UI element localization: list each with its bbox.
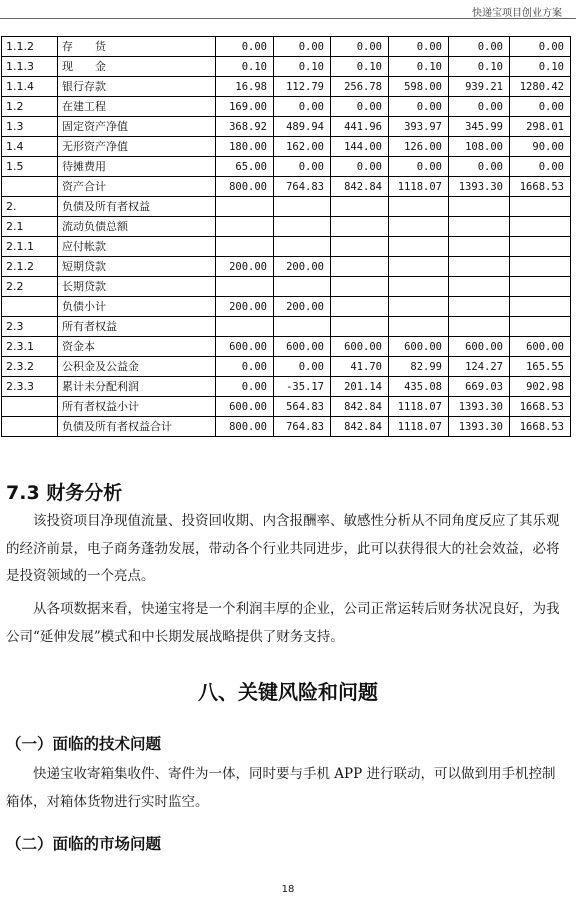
value-cell: 108.00 bbox=[449, 137, 510, 157]
value-cell bbox=[389, 237, 449, 257]
table-row bbox=[2, 177, 571, 197]
value-cell bbox=[216, 217, 274, 237]
subheading-market-issues: （二）面临的市场问题 bbox=[6, 835, 162, 853]
value-cell: 842.84 bbox=[331, 177, 389, 197]
value-cell: 90.00 bbox=[510, 137, 571, 157]
value-cell: 0.00 bbox=[389, 37, 449, 57]
row-label: 流动负债总额 bbox=[58, 217, 216, 237]
value-cell: 902.98 bbox=[510, 377, 571, 397]
value-cell: 16.98 bbox=[216, 77, 274, 97]
value-cell bbox=[449, 297, 510, 317]
value-cell: 124.27 bbox=[449, 357, 510, 377]
table-row bbox=[2, 377, 571, 397]
value-cell: 939.21 bbox=[449, 77, 510, 97]
value-cell: 1668.53 bbox=[510, 417, 571, 437]
row-code: 2.2 bbox=[2, 277, 58, 297]
value-cell: 1118.07 bbox=[389, 417, 449, 437]
value-cell: 600.00 bbox=[274, 337, 331, 357]
value-cell: 1668.53 bbox=[510, 177, 571, 197]
value-cell: 669.03 bbox=[449, 377, 510, 397]
value-cell bbox=[331, 257, 389, 277]
value-cell: -35.17 bbox=[274, 377, 331, 397]
value-cell: 0.00 bbox=[510, 37, 571, 57]
row-code: 2.1 bbox=[2, 217, 58, 237]
value-cell bbox=[510, 317, 571, 337]
table-row bbox=[2, 397, 571, 417]
value-cell bbox=[274, 237, 331, 257]
value-cell: 200.00 bbox=[274, 257, 331, 277]
row-label: 在建工程 bbox=[58, 97, 216, 117]
value-cell: 0.00 bbox=[449, 97, 510, 117]
value-cell: 0.00 bbox=[510, 157, 571, 177]
row-label: 资产合计 bbox=[58, 177, 216, 197]
row-code: 2.3.3 bbox=[2, 377, 58, 397]
value-cell bbox=[449, 217, 510, 237]
value-cell: 0.10 bbox=[216, 57, 274, 77]
subheading-technical-issues: （一）面临的技术问题 bbox=[6, 735, 162, 753]
value-cell: 112.79 bbox=[274, 77, 331, 97]
row-label: 存 货 bbox=[58, 37, 216, 57]
value-cell: 298.01 bbox=[510, 117, 571, 137]
table-row bbox=[2, 117, 571, 137]
value-cell: 162.00 bbox=[274, 137, 331, 157]
row-code: 1.3 bbox=[2, 117, 58, 137]
row-code bbox=[2, 177, 58, 197]
value-cell: 200.00 bbox=[216, 257, 274, 277]
value-cell: 800.00 bbox=[216, 177, 274, 197]
value-cell bbox=[389, 257, 449, 277]
value-cell bbox=[216, 317, 274, 337]
row-code: 2.1.1 bbox=[2, 237, 58, 257]
value-cell: 41.70 bbox=[331, 357, 389, 377]
page-number: 18 bbox=[281, 884, 295, 895]
value-cell bbox=[331, 237, 389, 257]
row-label: 所有者权益小计 bbox=[58, 397, 216, 417]
value-cell: 1668.53 bbox=[510, 397, 571, 417]
value-cell: 201.14 bbox=[331, 377, 389, 397]
value-cell bbox=[331, 277, 389, 297]
value-cell: 600.00 bbox=[331, 337, 389, 357]
value-cell: 600.00 bbox=[216, 337, 274, 357]
value-cell: 600.00 bbox=[510, 337, 571, 357]
value-cell: 0.10 bbox=[274, 57, 331, 77]
value-cell: 0.00 bbox=[274, 157, 331, 177]
row-label: 负债小计 bbox=[58, 297, 216, 317]
table-row bbox=[2, 57, 571, 77]
value-cell bbox=[449, 197, 510, 217]
value-cell: 600.00 bbox=[216, 397, 274, 417]
row-code: 1.4 bbox=[2, 137, 58, 157]
row-code bbox=[2, 397, 58, 417]
value-cell bbox=[331, 297, 389, 317]
value-cell: 0.10 bbox=[449, 57, 510, 77]
value-cell: 842.84 bbox=[331, 397, 389, 417]
value-cell: 200.00 bbox=[274, 297, 331, 317]
balance-sheet-table bbox=[1, 36, 571, 437]
table-row bbox=[2, 97, 571, 117]
value-cell: 0.00 bbox=[274, 357, 331, 377]
value-cell: 169.00 bbox=[216, 97, 274, 117]
value-cell: 764.83 bbox=[274, 417, 331, 437]
value-cell bbox=[389, 197, 449, 217]
value-cell: 368.92 bbox=[216, 117, 274, 137]
value-cell bbox=[389, 317, 449, 337]
value-cell: 0.10 bbox=[331, 57, 389, 77]
value-cell: 0.00 bbox=[331, 37, 389, 57]
value-cell: 842.84 bbox=[331, 417, 389, 437]
row-code bbox=[2, 297, 58, 317]
row-code: 2.3.1 bbox=[2, 337, 58, 357]
value-cell: 0.00 bbox=[449, 37, 510, 57]
row-code: 2.3.2 bbox=[2, 357, 58, 377]
value-cell: 435.08 bbox=[389, 377, 449, 397]
value-cell: 0.00 bbox=[331, 157, 389, 177]
row-code: 2.1.2 bbox=[2, 257, 58, 277]
table-row bbox=[2, 77, 571, 97]
paragraph-technical-issues: 快递宝收寄箱集收件、寄件为一体，同时要与手机 APP 进行联动，可以做到用手机控制箱体，对箱体货物进行实时监空。 bbox=[6, 766, 556, 810]
value-cell bbox=[216, 237, 274, 257]
value-cell: 0.00 bbox=[449, 157, 510, 177]
value-cell bbox=[449, 257, 510, 277]
value-cell: 0.00 bbox=[216, 357, 274, 377]
value-cell bbox=[331, 217, 389, 237]
value-cell: 1280.42 bbox=[510, 77, 571, 97]
value-cell: 0.10 bbox=[510, 57, 571, 77]
value-cell: 564.83 bbox=[274, 397, 331, 417]
value-cell: 1393.30 bbox=[449, 417, 510, 437]
value-cell: 0.00 bbox=[274, 97, 331, 117]
value-cell bbox=[274, 277, 331, 297]
row-code bbox=[2, 417, 58, 437]
value-cell: 800.00 bbox=[216, 417, 274, 437]
value-cell: 600.00 bbox=[389, 337, 449, 357]
row-code: 2. bbox=[2, 197, 58, 217]
value-cell: 764.83 bbox=[274, 177, 331, 197]
value-cell: 0.00 bbox=[216, 37, 274, 57]
row-label: 短期贷款 bbox=[58, 257, 216, 277]
value-cell: 65.00 bbox=[216, 157, 274, 177]
table-row bbox=[2, 157, 571, 177]
value-cell bbox=[389, 217, 449, 237]
row-code: 1.5 bbox=[2, 157, 58, 177]
value-cell bbox=[274, 217, 331, 237]
chapter-heading-8: 八、关键风险和问题 bbox=[198, 680, 378, 704]
table-row bbox=[2, 357, 571, 377]
value-cell bbox=[216, 277, 274, 297]
table-row bbox=[2, 37, 571, 57]
header-rule bbox=[0, 18, 576, 19]
value-cell: 600.00 bbox=[449, 337, 510, 357]
value-cell bbox=[510, 237, 571, 257]
row-label: 银行存款 bbox=[58, 77, 216, 97]
row-code: 1.1.4 bbox=[2, 77, 58, 97]
value-cell bbox=[510, 297, 571, 317]
row-label: 累计未分配利润 bbox=[58, 377, 216, 397]
row-code: 1.1.2 bbox=[2, 37, 58, 57]
value-cell bbox=[449, 237, 510, 257]
value-cell: 0.00 bbox=[274, 37, 331, 57]
table-row bbox=[2, 337, 571, 357]
paragraph-financial-analysis-1: 该投资项目净现值流量、投资回收期、内含报酬率、敏感性分析从不同角度反应了其乐观的经济前景，电子商务蓬勃发展，带动各个行业共同进步，此可以获得很大的社会效益，必将是投资领域的一个亮点。 bbox=[6, 513, 560, 584]
row-code: 1.1.3 bbox=[2, 57, 58, 77]
value-cell bbox=[449, 277, 510, 297]
value-cell bbox=[274, 197, 331, 217]
row-code: 1.2 bbox=[2, 97, 58, 117]
section-heading-7-3: 7.3 财务分析 bbox=[6, 482, 123, 504]
row-label: 资金本 bbox=[58, 337, 216, 357]
value-cell: 256.78 bbox=[331, 77, 389, 97]
table-row bbox=[2, 217, 571, 237]
value-cell bbox=[216, 197, 274, 217]
running-header: 快递宝项目创业方案 bbox=[472, 8, 562, 19]
value-cell: 0.00 bbox=[389, 157, 449, 177]
row-label: 所有者权益 bbox=[58, 317, 216, 337]
value-cell: 1393.30 bbox=[449, 397, 510, 417]
row-code: 2.3 bbox=[2, 317, 58, 337]
row-label: 负债及所有者权益 bbox=[58, 197, 216, 217]
row-label: 负债及所有者权益合计 bbox=[58, 417, 216, 437]
row-label: 待摊费用 bbox=[58, 157, 216, 177]
value-cell: 598.00 bbox=[389, 77, 449, 97]
value-cell bbox=[389, 277, 449, 297]
value-cell: 393.97 bbox=[389, 117, 449, 137]
value-cell: 0.00 bbox=[216, 377, 274, 397]
row-label: 无形资产净值 bbox=[58, 137, 216, 157]
value-cell bbox=[510, 197, 571, 217]
value-cell bbox=[331, 197, 389, 217]
value-cell bbox=[389, 297, 449, 317]
value-cell: 441.96 bbox=[331, 117, 389, 137]
table-row bbox=[2, 237, 571, 257]
value-cell bbox=[510, 257, 571, 277]
value-cell bbox=[331, 317, 389, 337]
table-row bbox=[2, 417, 571, 437]
value-cell: 0.10 bbox=[389, 57, 449, 77]
value-cell: 82.99 bbox=[389, 357, 449, 377]
value-cell: 165.55 bbox=[510, 357, 571, 377]
paragraph-financial-analysis-2: 从各项数据来看，快递宝将是一个利润丰厚的企业，公司正常运转后财务状况良好，为我公司“延伸发展”模式和中长期发展战略提供了财务支持。 bbox=[6, 601, 560, 645]
value-cell: 345.99 bbox=[449, 117, 510, 137]
value-cell: 144.00 bbox=[331, 137, 389, 157]
value-cell: 200.00 bbox=[216, 297, 274, 317]
value-cell: 1393.30 bbox=[449, 177, 510, 197]
row-label: 长期贷款 bbox=[58, 277, 216, 297]
table-row bbox=[2, 317, 571, 337]
value-cell: 0.00 bbox=[331, 97, 389, 117]
table-row bbox=[2, 197, 571, 217]
table-row bbox=[2, 297, 571, 317]
value-cell: 0.00 bbox=[389, 97, 449, 117]
value-cell: 489.94 bbox=[274, 117, 331, 137]
value-cell bbox=[449, 317, 510, 337]
row-label: 固定资产净值 bbox=[58, 117, 216, 137]
table-row bbox=[2, 257, 571, 277]
row-label: 应付帐款 bbox=[58, 237, 216, 257]
row-label: 公积金及公益金 bbox=[58, 357, 216, 377]
value-cell bbox=[510, 277, 571, 297]
row-label: 现 金 bbox=[58, 57, 216, 77]
value-cell: 1118.07 bbox=[389, 177, 449, 197]
value-cell: 1118.07 bbox=[389, 397, 449, 417]
value-cell bbox=[274, 317, 331, 337]
value-cell: 126.00 bbox=[389, 137, 449, 157]
table-row bbox=[2, 137, 571, 157]
table-row bbox=[2, 277, 571, 297]
value-cell bbox=[510, 217, 571, 237]
value-cell: 0.00 bbox=[510, 97, 571, 117]
value-cell: 180.00 bbox=[216, 137, 274, 157]
